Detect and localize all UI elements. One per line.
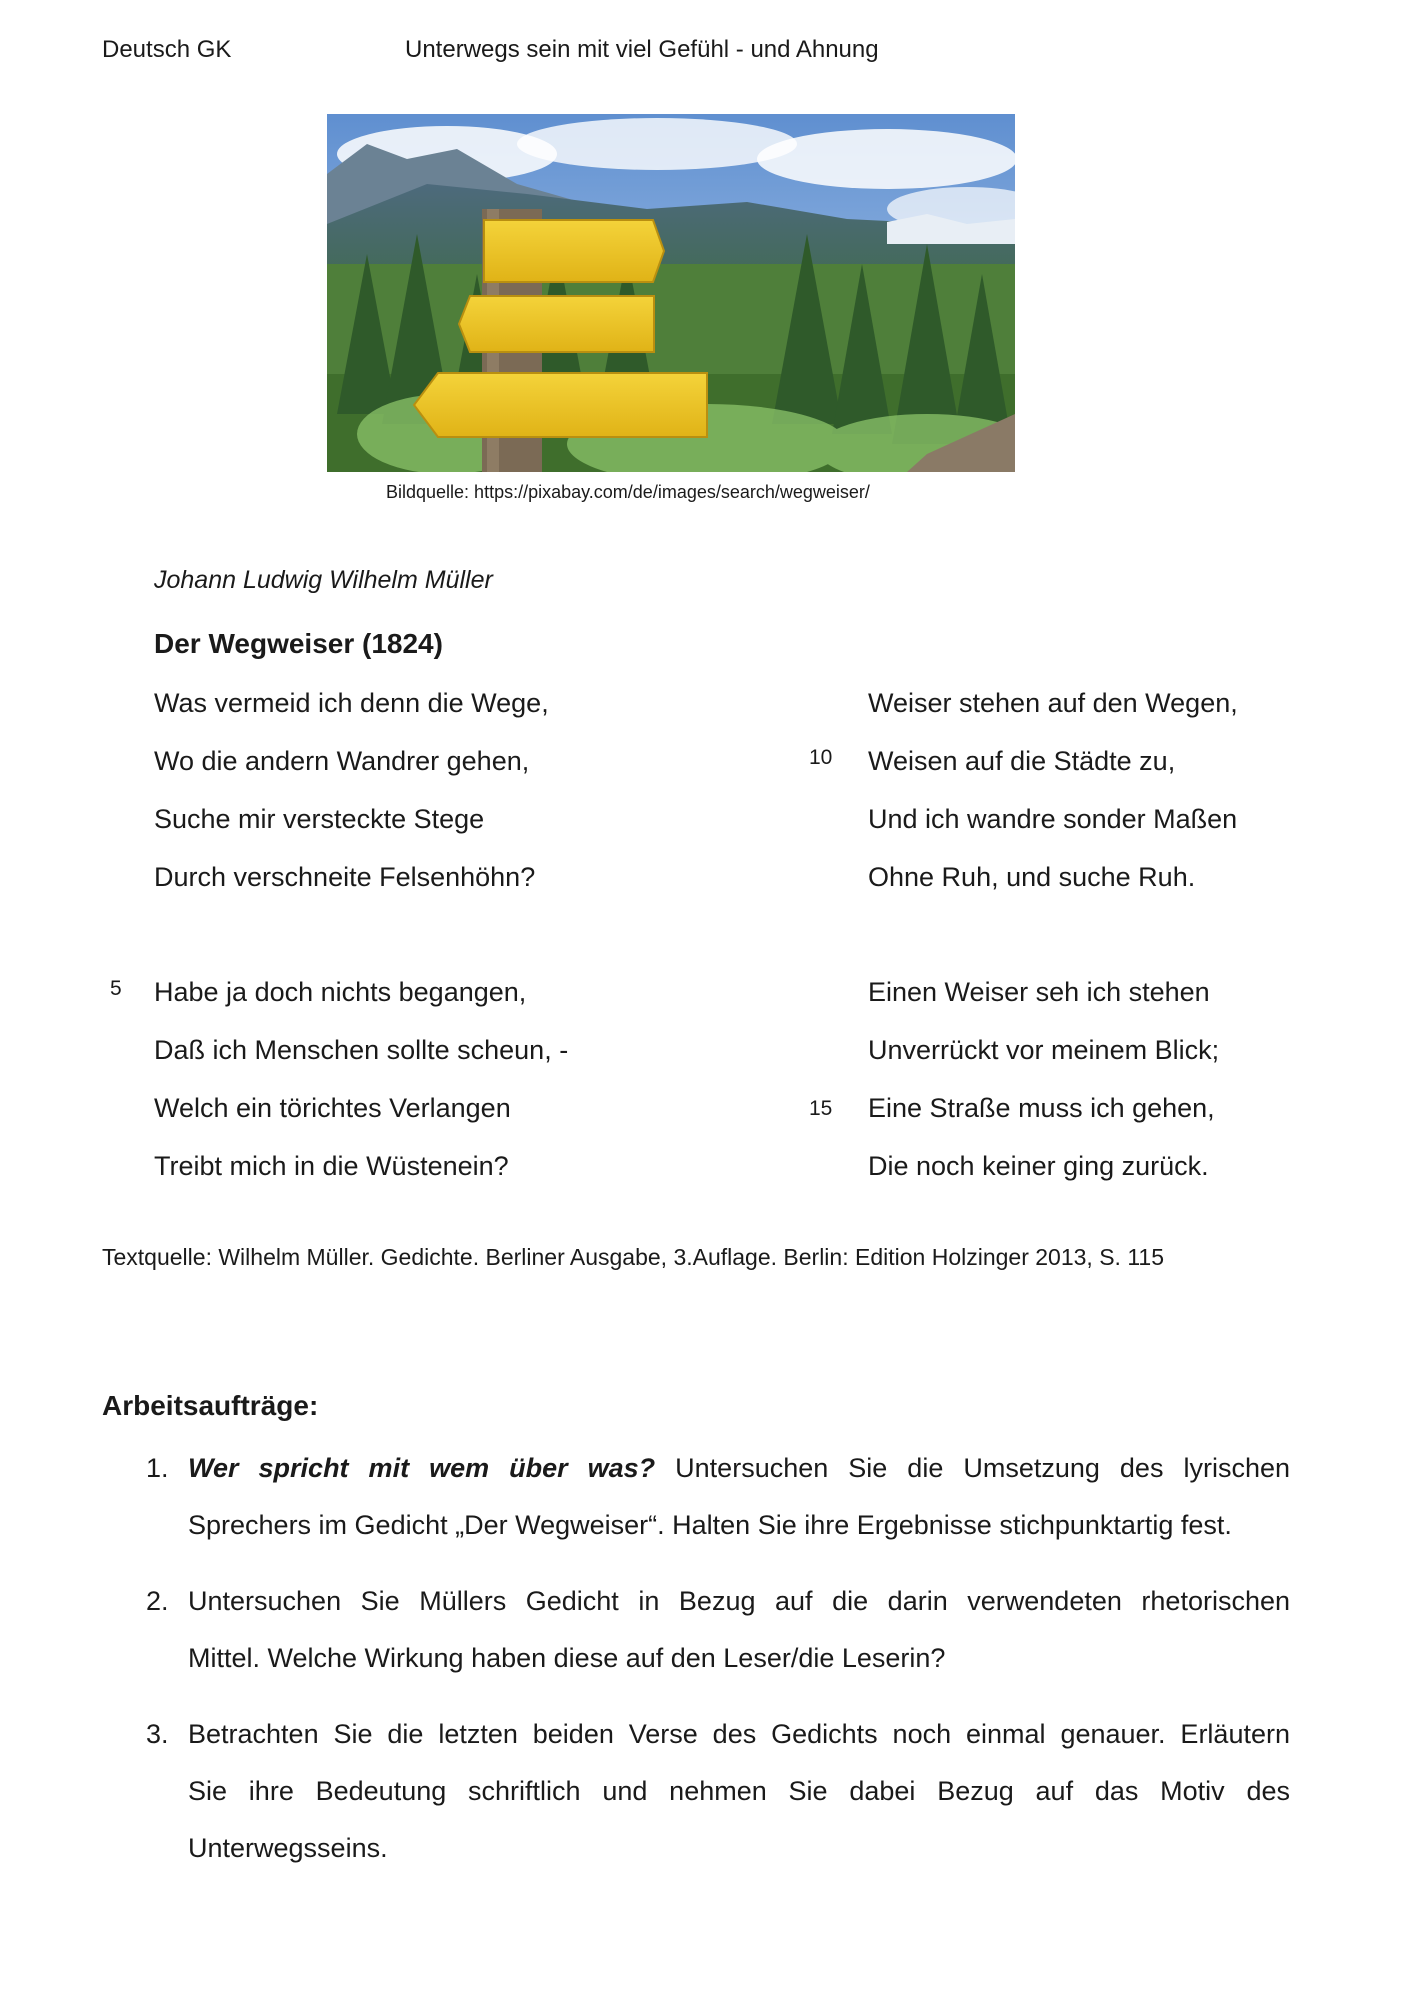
verse-line: Welch ein törichtes Verlangen bbox=[154, 1093, 511, 1123]
task-line: Sie ihre Bedeutung schriftlich und nehmen Sie dabei Bezug auf das Motiv des bbox=[188, 1776, 1290, 1806]
task-line bbox=[146, 1440, 1290, 1497]
verse-line: Suche mir versteckte Stege bbox=[154, 804, 485, 834]
line-number-15: 15 bbox=[809, 1097, 833, 1120]
course-label: Deutsch GK bbox=[102, 36, 232, 63]
task-text: Untersuchen Sie die Umsetzung des lyrischen bbox=[655, 1453, 1290, 1483]
task-line: Mittel. Welche Wirkung haben diese auf den Leser/die Leserin? bbox=[188, 1643, 946, 1673]
task-number: 1. bbox=[146, 1453, 169, 1483]
task-line: Betrachten Sie die letzten beiden Verse des Gedichts noch einmal genauer. Erläutern bbox=[188, 1719, 1290, 1749]
verse-line: Die noch keiner ging zurück. bbox=[868, 1151, 1209, 1181]
line-number-5: 5 bbox=[110, 977, 122, 1000]
verse-line: Wo die andern Wandrer gehen, bbox=[154, 746, 530, 776]
tasks-heading: Arbeitsaufträge: bbox=[102, 1390, 319, 1421]
verse-line: Einen Weiser seh ich stehen bbox=[868, 977, 1210, 1007]
verse-line: Durch verschneite Felsenhöhn? bbox=[154, 862, 536, 892]
verse-line: Habe ja doch nichts begangen, bbox=[154, 977, 527, 1007]
task-question: Wer spricht mit wem über was? bbox=[188, 1453, 656, 1483]
verse-line: Ohne Ruh, und suche Ruh. bbox=[868, 862, 1196, 892]
verse-line: Unverrückt vor meinem Blick; bbox=[868, 1035, 1220, 1065]
image-caption: Bildquelle: https://pixabay.com/de/images/search/wegweiser/ bbox=[386, 482, 870, 502]
task-line: Untersuchen Sie Müllers Gedicht in Bezug auf die darin verwendeten rhetorischen bbox=[188, 1586, 1290, 1616]
task-item-3 bbox=[146, 1706, 1290, 1877]
verse-line: Weisen auf die Städte zu, bbox=[868, 746, 1176, 776]
verse-line: Was vermeid ich denn die Wege, bbox=[154, 688, 549, 718]
topic-title: Unterwegs sein mit viel Gefühl - und Ahnung bbox=[405, 36, 879, 63]
text-source: Textquelle: Wilhelm Müller. Gedichte. Berliner Ausgabe, 3.Auflage. Berlin: Edition Holzinger 2013, S. 115 bbox=[102, 1244, 1164, 1270]
verse-line: Treibt mich in die Wüstenein? bbox=[154, 1151, 509, 1181]
verse-line: Und ich wandre sonder Maßen bbox=[868, 804, 1238, 834]
verse-line: Weiser stehen auf den Wegen, bbox=[868, 688, 1238, 718]
task-line: Sprechers im Gedicht „Der Wegweiser“. Halten Sie ihre Ergebnisse stichpunktartig fest. bbox=[188, 1510, 1232, 1540]
poem-title: Der Wegweiser (1824) bbox=[154, 628, 443, 659]
task-line: Unterwegsseins. bbox=[188, 1833, 388, 1863]
task-number: 2. bbox=[146, 1586, 169, 1616]
signpost-photo bbox=[327, 114, 1015, 472]
poem-author: Johann Ludwig Wilhelm Müller bbox=[154, 566, 493, 594]
task-item-2 bbox=[146, 1573, 1290, 1687]
task-item-1 bbox=[146, 1440, 1290, 1554]
verse-line: Eine Straße muss ich gehen, bbox=[868, 1093, 1215, 1123]
task-number: 3. bbox=[146, 1719, 169, 1749]
verse-line: Daß ich Menschen sollte scheun, - bbox=[154, 1035, 569, 1065]
line-number-10: 10 bbox=[809, 746, 833, 769]
